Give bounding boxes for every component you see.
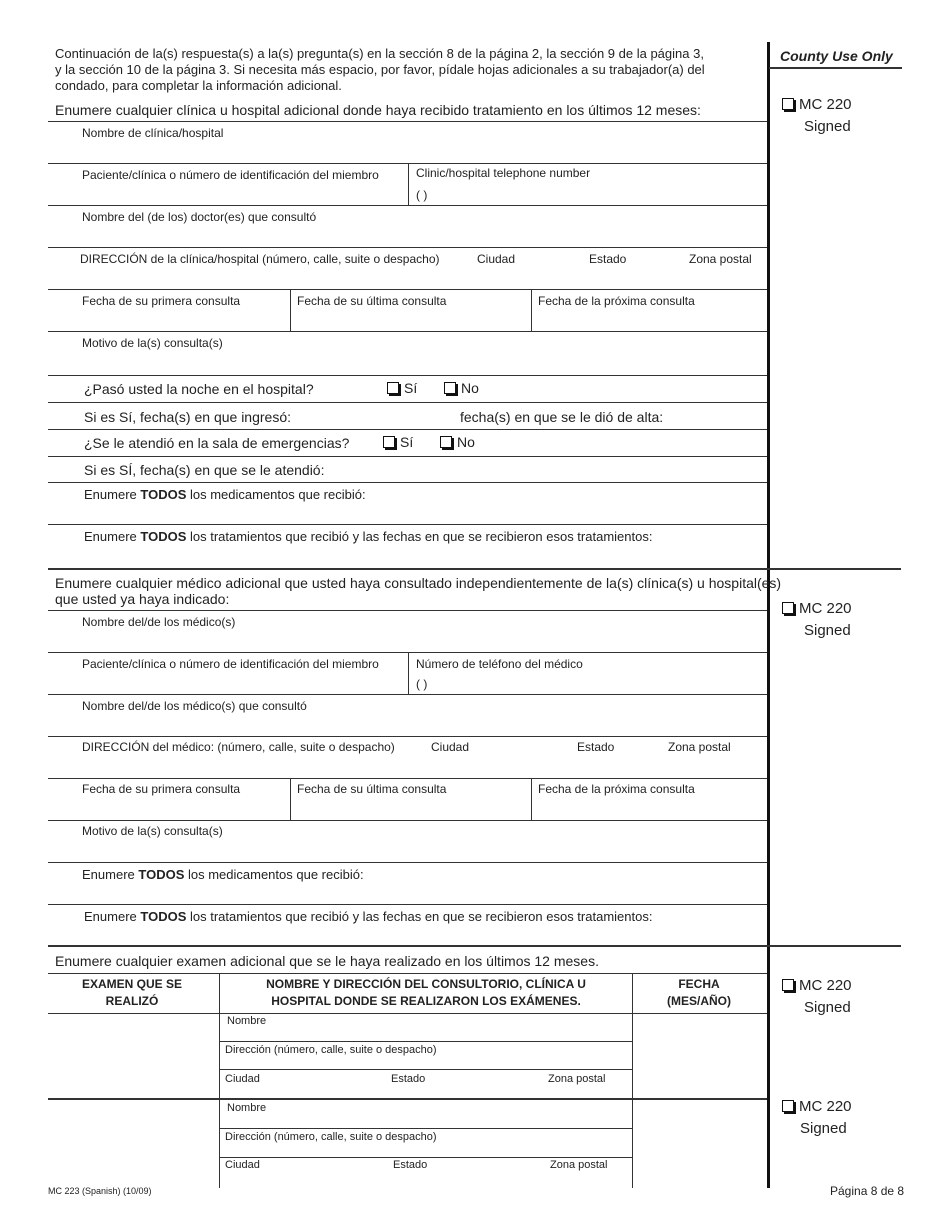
section-divider <box>48 945 901 947</box>
clinic-reason-label: Motivo de la(s) consulta(s) <box>82 336 223 350</box>
overnight-no-option[interactable] <box>444 380 479 396</box>
text: los tratamientos que recibió y las fechas en que se recibieron esos tratamientos: <box>186 909 653 924</box>
doctor-city-label: Ciudad <box>431 740 470 754</box>
rule <box>48 121 767 122</box>
clinic-city-label: Ciudad <box>477 252 516 266</box>
doctor-state-label: Estado <box>577 740 615 754</box>
overnight-question: ¿Pasó usted la noche en el hospital? <box>84 381 314 397</box>
clinic-patient-id-label: Paciente/clínica o número de identificación del miembro <box>82 168 379 182</box>
rule <box>48 247 767 248</box>
rule <box>48 610 767 611</box>
intro-line-1: Continuación de la(s) respuesta(s) a la(s) pregunta(s) en la sección 8 de la página 2, la sección 9 de la página 3, <box>55 46 704 61</box>
overnight-yes-label: Sí <box>404 380 418 396</box>
checkbox-icon[interactable] <box>387 382 399 394</box>
checkbox-icon[interactable] <box>782 1100 794 1112</box>
mc220-signed-2[interactable] <box>782 598 852 642</box>
doctor-last-visit-label: Fecha de su última consulta <box>297 782 447 796</box>
form-id: MC 223 (Spanish) (10/09) <box>48 1186 152 1196</box>
doctor-heading-line-2: que usted ya haya indicado: <box>55 591 230 607</box>
doctor-zip-label: Zona postal <box>668 740 731 754</box>
text: TODOS <box>140 529 187 544</box>
overnight-yes-option[interactable] <box>387 380 417 396</box>
er-yes-option[interactable] <box>383 434 413 450</box>
mc220-signed-4[interactable] <box>782 1096 852 1140</box>
rule <box>48 402 767 403</box>
rule <box>219 1157 632 1158</box>
doctor-treatments-label <box>84 909 652 924</box>
text: Enumere <box>84 909 141 924</box>
rule <box>48 1013 767 1014</box>
clinic-medications-label <box>84 487 366 502</box>
clinic-name-label: Nombre de clínica/hospital <box>82 126 224 140</box>
clinic-zip-label: Zona postal <box>689 252 752 266</box>
rule <box>48 289 767 290</box>
rule <box>531 778 532 820</box>
er-no-label: No <box>457 434 475 450</box>
exam-row-1-state-label: Estado <box>391 1073 426 1085</box>
text: los medicamentos que recibió: <box>184 867 364 882</box>
signed-label: Signed <box>804 999 851 1016</box>
page-number: Página 8 de 8 <box>830 1184 905 1198</box>
doctor-consulted-label: Nombre del/de los médico(s) que consultó <box>82 699 307 713</box>
text: TODOS <box>140 909 187 924</box>
rule <box>48 429 767 430</box>
rule <box>48 456 767 457</box>
county-column-divider <box>767 42 770 1188</box>
rule <box>48 904 767 905</box>
exams-heading: Enumere cualquier examen adicional que se le haya realizado en los últimos 12 meses. <box>55 953 599 969</box>
rule <box>48 820 767 821</box>
exam-row-1-city-label: Ciudad <box>225 1073 260 1085</box>
clinic-state-label: Estado <box>589 252 627 266</box>
rule <box>48 694 767 695</box>
clinic-first-visit-label: Fecha de su primera consulta <box>82 294 241 308</box>
checkbox-icon[interactable] <box>440 436 452 448</box>
admit-date-label: Si es Sí, fecha(s) en que ingresó: <box>84 409 291 425</box>
er-date-label: Si es SÍ, fecha(s) en que se le atendió: <box>84 462 325 478</box>
exam-row-2-city-label: Ciudad <box>225 1159 260 1171</box>
rule <box>48 205 767 206</box>
exam-row-1-address-label: Dirección (número, calle, suite o despacho) <box>225 1044 437 1056</box>
checkbox-icon[interactable] <box>383 436 395 448</box>
county-header-rule <box>769 67 902 69</box>
exam-row-1-zip-label: Zona postal <box>548 1073 606 1085</box>
signed-label: Signed <box>800 1120 847 1137</box>
exam-row-2-zip-label: Zona postal <box>550 1159 608 1171</box>
doctor-reason-label: Motivo de la(s) consulta(s) <box>82 824 223 838</box>
rule <box>219 973 220 1188</box>
signed-label: Signed <box>804 622 851 639</box>
intro-line-3: condado, para completar la información adicional. <box>55 78 342 93</box>
clinic-last-visit-label: Fecha de su última consulta <box>297 294 447 308</box>
text: Enumere <box>84 529 141 544</box>
rule <box>219 1128 632 1129</box>
text: Enumere <box>82 867 139 882</box>
facility-col-header: NOMBRE Y DIRECCIÓN DEL CONSULTORIO, CLÍNICA U HOSPITAL DONDE SE REALIZARON LOS EXÁMENES. <box>266 977 586 1008</box>
rule <box>48 482 767 483</box>
rule <box>219 1069 632 1070</box>
er-yes-label: Sí <box>400 434 414 450</box>
doctor-phone-label: Número de teléfono del médico <box>416 657 583 671</box>
mc220-label: MC 220 <box>799 977 852 994</box>
rule <box>48 862 767 863</box>
rule <box>219 1041 632 1042</box>
text: TODOS <box>140 487 187 502</box>
clinic-heading: Enumere cualquier clínica u hospital adicional donde haya recibido tratamiento en los últimos 12 meses: <box>55 102 701 118</box>
text: Enumere <box>84 487 141 502</box>
discharge-date-label: fecha(s) en que se le dió de alta: <box>460 409 664 425</box>
rule <box>290 289 291 331</box>
mc220-label: MC 220 <box>799 600 852 617</box>
section-divider <box>48 568 901 570</box>
exam-col-header: EXAMEN QUE SE REALIZÓ <box>81 977 183 1008</box>
rule <box>290 778 291 820</box>
checkbox-icon[interactable] <box>782 602 794 614</box>
exam-row-divider <box>48 1098 767 1100</box>
intro-line-2: y la sección 10 de la página 3. Si necesita más espacio, por favor, pídale hojas adicionales a su trabajador(a) del <box>55 62 705 77</box>
checkbox-icon[interactable] <box>782 98 794 110</box>
er-question: ¿Se le atendió en la sala de emergencias? <box>84 435 350 451</box>
doctor-address-label: DIRECCIÓN del médico: (número, calle, suite o despacho) <box>82 740 395 754</box>
clinic-address-label: DIRECCIÓN de la clínica/hospital (número, calle, suite o despacho) <box>80 252 440 266</box>
rule <box>408 652 409 694</box>
overnight-no-label: No <box>461 380 479 396</box>
date-col-header: FECHA (MES/AÑO) <box>667 977 731 1008</box>
clinic-doctors-label: Nombre del (de los) doctor(es) que consultó <box>82 210 317 224</box>
text: los medicamentos que recibió: <box>186 487 366 502</box>
er-no-option[interactable] <box>440 434 475 450</box>
signed-label: Signed <box>804 118 851 135</box>
rule <box>48 778 767 779</box>
doctor-next-visit-label: Fecha de la próxima consulta <box>538 782 695 796</box>
rule <box>531 289 532 331</box>
text: TODOS <box>138 867 185 882</box>
doctor-name-label: Nombre del/de los médico(s) <box>82 615 236 629</box>
mc220-label: MC 220 <box>799 1098 852 1115</box>
exam-row-1-name-label: Nombre <box>227 1015 267 1027</box>
rule <box>48 524 767 525</box>
checkbox-icon[interactable] <box>444 382 456 394</box>
clinic-treatments-label <box>84 529 652 544</box>
mc220-signed-1[interactable] <box>782 94 852 138</box>
rule <box>48 331 767 332</box>
mc220-signed-3[interactable] <box>782 975 852 1019</box>
clinic-phone-parens: ( ) <box>416 188 428 202</box>
doctor-first-visit-label: Fecha de su primera consulta <box>82 782 241 796</box>
text: los tratamientos que recibió y las fechas en que se recibieron esos tratamientos: <box>186 529 653 544</box>
doctor-patient-id-label: Paciente/clínica o número de identificación del miembro <box>82 657 379 671</box>
clinic-next-visit-label: Fecha de la próxima consulta <box>538 294 695 308</box>
doctor-medications-label <box>82 867 364 882</box>
rule <box>408 163 409 205</box>
exam-row-2-address-label: Dirección (número, calle, suite o despacho) <box>225 1131 437 1143</box>
clinic-phone-label: Clinic/hospital telephone number <box>416 166 591 180</box>
mc220-label: MC 220 <box>799 96 852 113</box>
rule <box>48 375 767 376</box>
doctor-phone-parens: ( ) <box>416 677 428 691</box>
rule <box>632 973 633 1188</box>
county-use-only-title: County Use Only <box>780 48 893 64</box>
exam-row-2-name-label: Nombre <box>227 1102 267 1114</box>
rule <box>48 973 767 974</box>
doctor-heading-line-1: Enumere cualquier médico adicional que usted haya consultado independientemente de la(s) clínica(s) u hospital(es) <box>55 575 782 591</box>
rule <box>48 736 767 737</box>
checkbox-icon[interactable] <box>782 979 794 991</box>
exam-row-2-state-label: Estado <box>393 1159 428 1171</box>
